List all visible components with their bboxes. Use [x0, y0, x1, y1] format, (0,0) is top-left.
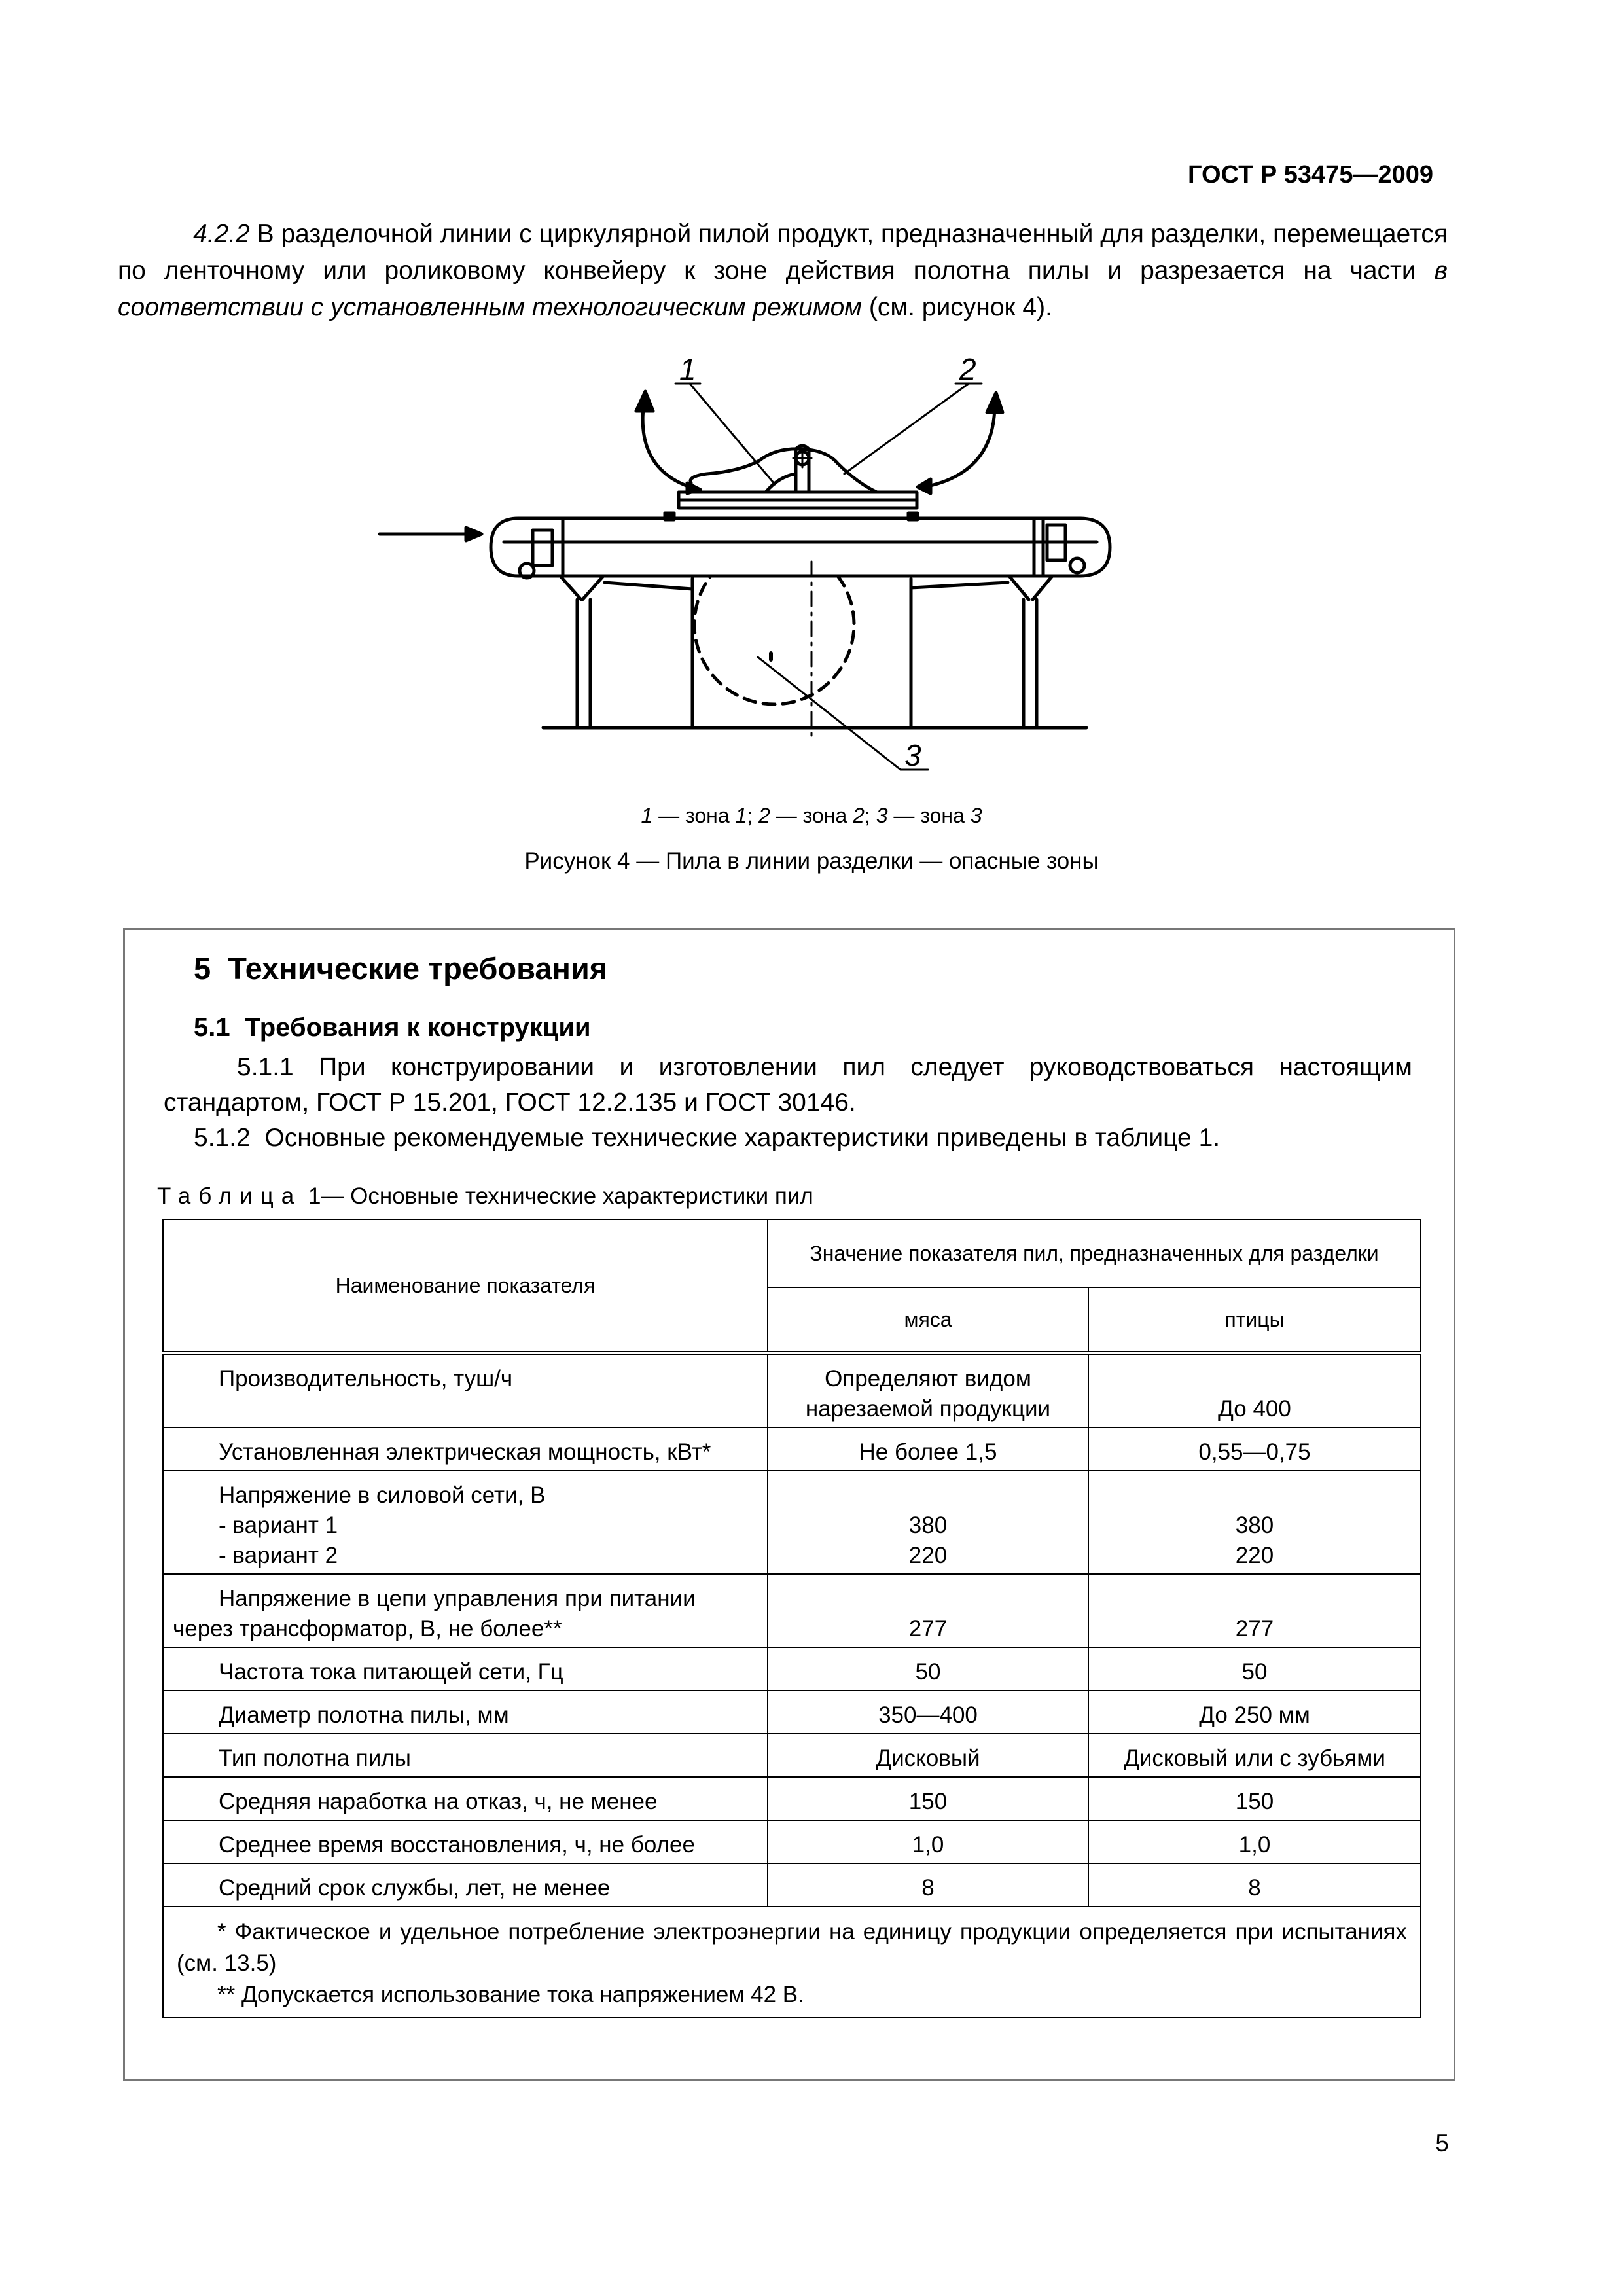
saw-table [679, 446, 917, 508]
legend-text-3: — зона [887, 804, 971, 827]
value-poultry: 1,0 [1088, 1820, 1421, 1863]
table-row [163, 1734, 1421, 1777]
legend-num-1: 1 [641, 804, 653, 827]
legend-sep-2: ; [864, 804, 876, 827]
value-meat-v1: 380 [908, 1513, 948, 1538]
param-name: Установленная электрическая мощность, кВт* [163, 1427, 768, 1471]
param-name: Частота тока питающей сети, Гц [163, 1647, 768, 1691]
document-code: ГОСТ Р 53475—2009 [1188, 161, 1433, 188]
legend-zone-1: 1 [735, 804, 747, 827]
table-note-2: ** Допускается использование тока напряжением 42 В. [217, 1982, 804, 2007]
value-poultry-v2: 220 [1235, 1543, 1274, 1568]
param-name-line-1: Напряжение в цепи управления при питании [219, 1586, 696, 1611]
header-poultry: птицы [1088, 1287, 1421, 1353]
legend-num-2: 2 [758, 804, 770, 827]
table-row [163, 1820, 1421, 1863]
value-meat: 8 [768, 1863, 1088, 1907]
value-meat: Дисковый [768, 1734, 1088, 1777]
figure-legend [0, 804, 1623, 828]
param-name [163, 1574, 768, 1647]
paragraph-emphasis: в соответствии с установленным технологическим режимом [118, 257, 1448, 321]
table-row [163, 1353, 1421, 1427]
value-meat: 350—400 [768, 1691, 1088, 1734]
table-row [163, 1471, 1421, 1574]
legend-zone-2: 2 [853, 804, 865, 827]
param-name [163, 1471, 768, 1574]
value-poultry: До 400 [1088, 1353, 1421, 1427]
value-poultry: 8 [1088, 1863, 1421, 1907]
param-name: Производительность, туш/ч [163, 1353, 768, 1427]
label-zone-3: 3 [904, 738, 921, 772]
saw-blade [694, 562, 854, 738]
header-meat: мяса [768, 1287, 1088, 1353]
figure-4-saw-diagram [366, 346, 1230, 797]
label-zone-1: 1 [679, 352, 696, 386]
value-poultry: 277 [1088, 1574, 1421, 1647]
label-zone-2: 2 [959, 352, 976, 386]
value-meat-line-1: Определяют видом [825, 1366, 1031, 1391]
table-row [163, 1647, 1421, 1691]
value-poultry: 0,55—0,75 [1088, 1427, 1421, 1471]
table-row [163, 1427, 1421, 1471]
header-parameter-name: Наименование показателя [163, 1219, 768, 1353]
param-name-line-2: через трансформатор, В, не более** [173, 1616, 562, 1641]
value-meat [768, 1353, 1088, 1427]
value-meat-line-2: нарезаемой продукции [805, 1396, 1051, 1422]
param-name: Тип полотна пилы [163, 1734, 768, 1777]
legend-zone-3: 3 [970, 804, 982, 827]
value-meat-v2: 220 [908, 1543, 948, 1568]
table-row [163, 1777, 1421, 1820]
param-variant-1: - вариант 1 [219, 1513, 338, 1538]
legend-text-1: — зона [652, 804, 736, 827]
legend-sep-1: ; [747, 804, 759, 827]
value-poultry [1088, 1471, 1421, 1574]
paragraph-text: В разделочной линии с циркулярной пилой продукт, предназначенный для разделки, перемещается по ленточному или роликовому конвейеру к зоне действия полотна пилы и разрезается на части [118, 220, 1448, 285]
table-row [163, 1863, 1421, 1907]
value-meat: 1,0 [768, 1820, 1088, 1863]
table-notes-row [163, 1907, 1421, 2018]
figure-caption: Рисунок 4 — Пила в линии разделки — опасные зоны [524, 848, 1099, 874]
value-poultry-v1: 380 [1235, 1513, 1274, 1538]
legend-num-3: 3 [876, 804, 888, 827]
table-row [163, 1691, 1421, 1734]
header-value-group: Значение показателя пил, предназначенных для разделки [768, 1219, 1421, 1287]
value-meat: 277 [768, 1574, 1088, 1647]
table-1-saw-characteristics [162, 1219, 1421, 2018]
legend-text-2: — зона [770, 804, 853, 827]
value-poultry: Дисковый или с зубьями [1088, 1734, 1421, 1777]
value-meat: 150 [768, 1777, 1088, 1820]
page-number: 5 [1435, 2130, 1449, 2157]
param-name: Средний срок службы, лет, не менее [163, 1863, 768, 1907]
value-poultry: 150 [1088, 1777, 1421, 1820]
table-note-1: * Фактическое и удельное потребление электроэнергии на единицу продукции определяется при испытаниях (см. 13.5) [177, 1919, 1408, 1976]
section-5-heading: 5 Технические требования [194, 951, 608, 986]
table-caption [157, 1183, 813, 1210]
paragraph-4-2-2 [118, 216, 1448, 326]
value-meat: 50 [768, 1647, 1088, 1691]
value-poultry: 50 [1088, 1647, 1421, 1691]
value-meat: Не более 1,5 [768, 1427, 1088, 1471]
paragraph-5-1-2: 5.1.2 Основные рекомендуемые технические характеристики приведены в таблице 1. [194, 1124, 1221, 1152]
paragraph-5-1-1: 5.1.1 При конструировании и изготовлении пил следует руководствоваться настоящим стандартом, ГОСТ Р 15.201, ГОСТ 12.2.135 и ГОСТ 30146. [164, 1053, 1412, 1117]
subsection-5-1-heading: 5.1 Требования к конструкции [194, 1013, 591, 1042]
value-meat [768, 1471, 1088, 1574]
table-row [163, 1574, 1421, 1647]
support-frame [543, 513, 1086, 728]
param-name: Средняя наработка на отказ, ч, не менее [163, 1777, 768, 1820]
table-caption-text: 1— Основные технические характеристики пил [302, 1183, 813, 1209]
feed-arrow [380, 528, 482, 541]
value-poultry: До 250 мм [1088, 1691, 1421, 1734]
param-name: Среднее время восстановления, ч, не более [163, 1820, 768, 1863]
paragraph-number: 4.2.2 [193, 220, 250, 248]
paragraph-text-end: (см. рисунок 4). [862, 293, 1052, 321]
param-name-line: Напряжение в силовой сети, В [219, 1482, 546, 1508]
param-variant-2: - вариант 2 [219, 1543, 338, 1568]
param-name: Диаметр полотна пилы, мм [163, 1691, 768, 1734]
conveyor [491, 518, 1110, 578]
table-notes [163, 1907, 1421, 2018]
table-caption-word: Таблица [157, 1183, 302, 1209]
